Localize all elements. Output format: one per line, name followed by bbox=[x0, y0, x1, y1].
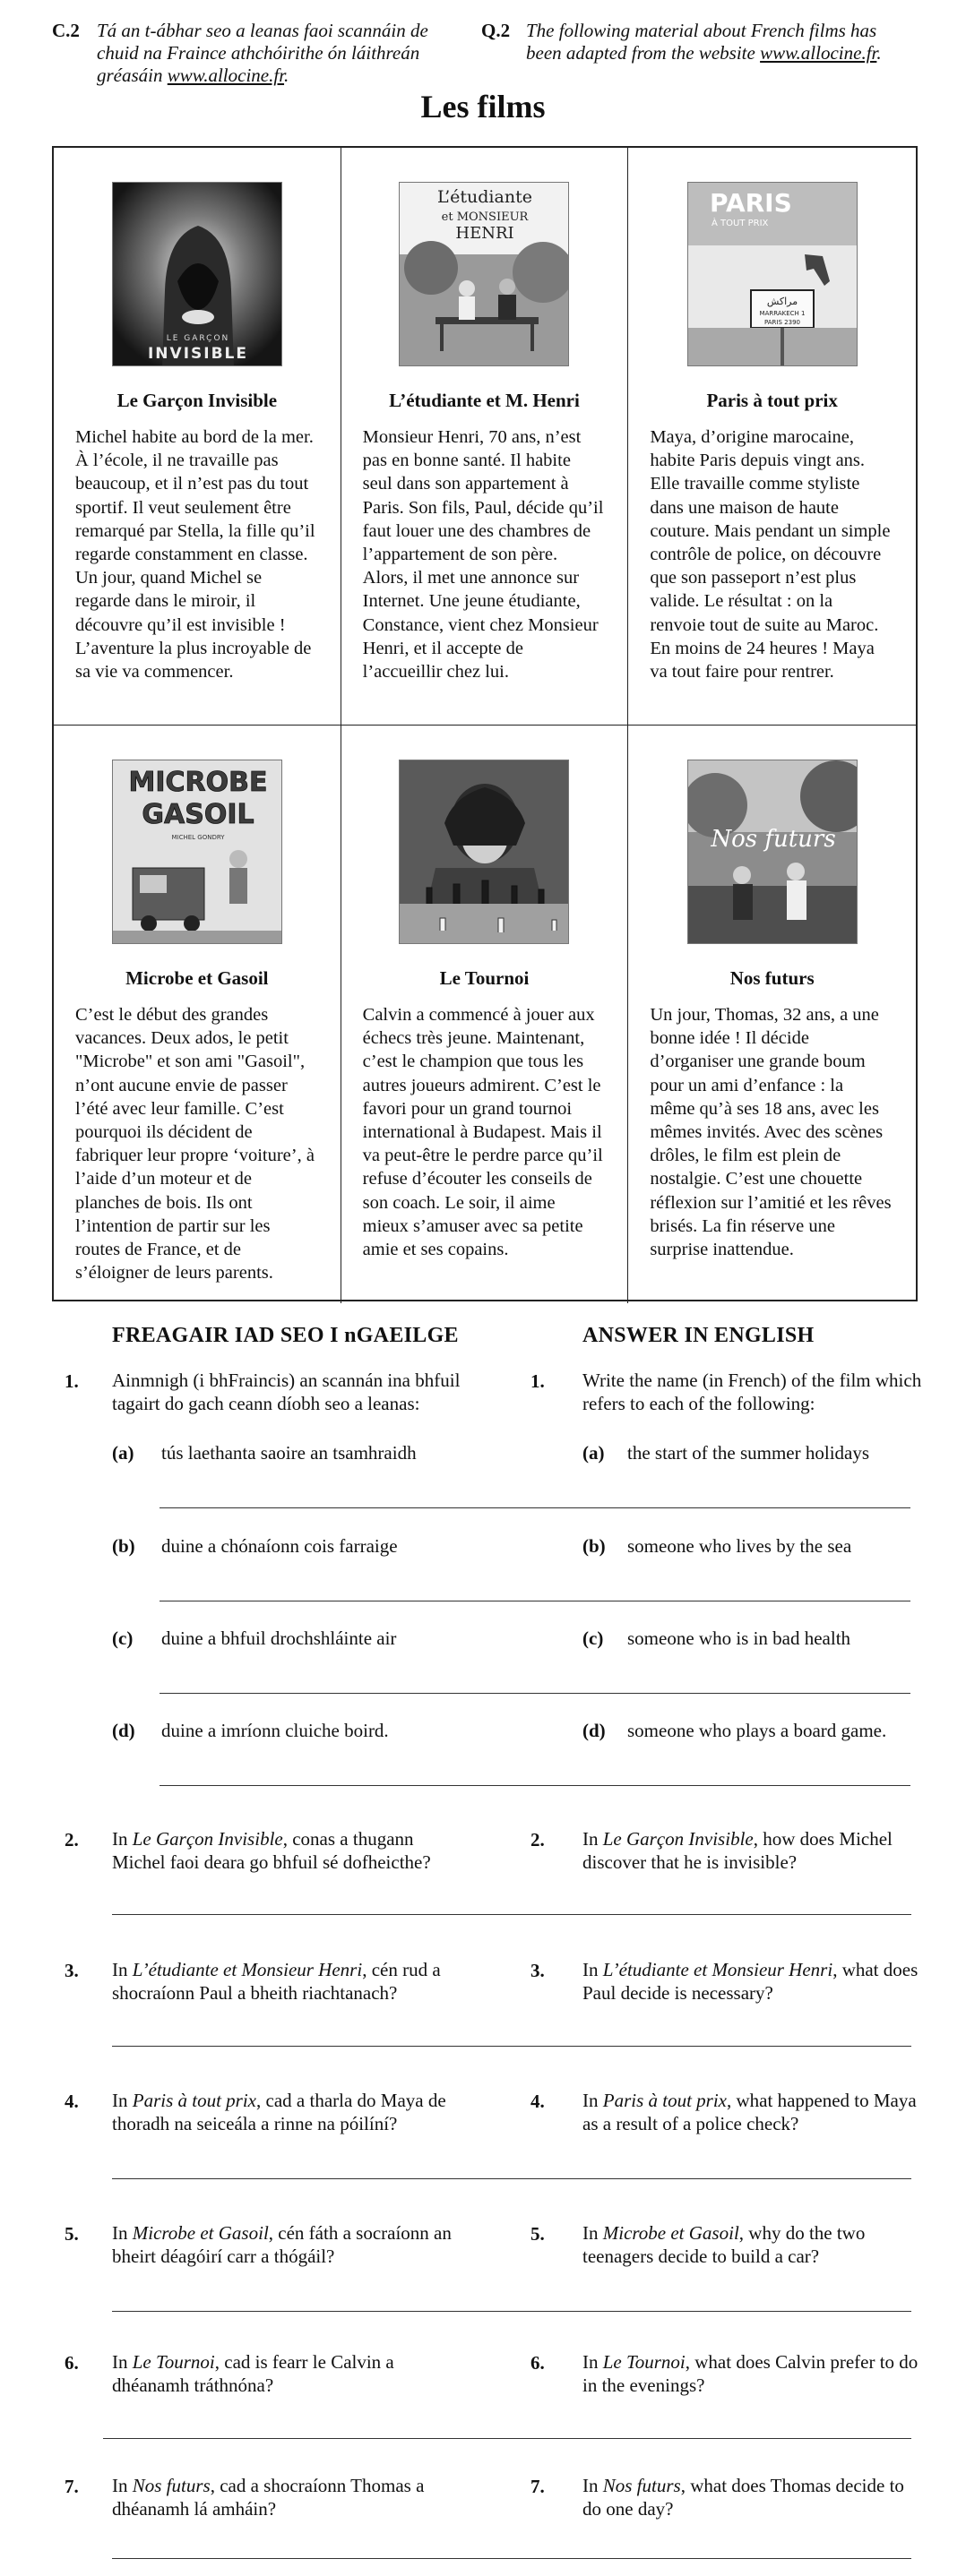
svg-text:LE GARÇON: LE GARÇON bbox=[166, 334, 230, 343]
road-sign-image bbox=[688, 183, 858, 366]
answer-line[interactable] bbox=[112, 2178, 911, 2179]
film-title: Paris à tout prix bbox=[706, 390, 838, 411]
page-title: Les films bbox=[420, 89, 546, 125]
film-title: Le Garçon Invisible bbox=[116, 390, 278, 411]
film-poster bbox=[687, 182, 858, 366]
friends-outdoors-image bbox=[688, 760, 858, 944]
film-description: Michel habite au bord de la mer. À l’école, il ne travaille pas beaucoup, et il n’est pas du tout sportif. Il veut seulement être remarqué par Stella, la fille qu’il regarde constamment en classe. Un jour, quand Michel se regarde dans le miroir, il découvre qu’il est invisible ! L’aventure la plus incroyable de sa vie va commencer. bbox=[75, 427, 315, 683]
question-number: 7. bbox=[65, 2476, 79, 2497]
part-text-english: someone who is in bad health bbox=[627, 1627, 851, 1649]
svg-text:HENRI: HENRI bbox=[455, 224, 515, 243]
question-number: 3. bbox=[530, 1960, 545, 1981]
cartoon-car-image bbox=[113, 760, 282, 944]
part-text-irish: duine a chónaíonn cois farraige bbox=[161, 1535, 398, 1557]
question-number: 4. bbox=[65, 2091, 79, 2112]
hooded-figure-image bbox=[113, 183, 282, 366]
question-text-english: In Nos futurs, what does Thomas decide to do one day? bbox=[582, 2475, 904, 2520]
svg-text:L’étudiante: L’étudiante bbox=[437, 187, 533, 207]
svg-text:MARRAKECH 1: MARRAKECH 1 bbox=[759, 310, 806, 317]
answer-line[interactable] bbox=[112, 1914, 911, 1915]
question-text-english: In L’étudiante et Monsieur Henri, what does Paul decide is necessary? bbox=[582, 1959, 919, 2004]
part-letter: (d) bbox=[112, 1720, 135, 1741]
question-number: 2. bbox=[530, 1829, 545, 1850]
svg-text:مراكش: مراكش bbox=[766, 296, 798, 307]
film-card bbox=[628, 148, 916, 726]
part-text-english: someone who lives by the sea bbox=[627, 1535, 852, 1557]
svg-text:PARIS: PARIS bbox=[709, 188, 792, 218]
question-text-irish: In Le Tournoi, cad is fearr le Calvin a dhéanamh tráthnóna? bbox=[112, 2351, 394, 2396]
film-card bbox=[628, 726, 916, 1303]
answer-line[interactable] bbox=[112, 2311, 911, 2312]
question-text-irish: In L’étudiante et Monsieur Henri, cén rud a shocraíonn Paul a bheith riachtanach? bbox=[112, 1959, 441, 2004]
film-title: Microbe et Gasoil bbox=[125, 967, 269, 989]
film-name: Le Garçon Invisible bbox=[132, 1828, 283, 1850]
part-text-english: the start of the summer holidays bbox=[627, 1442, 870, 1464]
film-name: Le Tournoi bbox=[132, 2351, 215, 2373]
part-text-irish: tús laethanta saoire an tsamhraidh bbox=[161, 1442, 417, 1464]
heading-irish: FREAGAIR IAD SEO I nGAEILGE bbox=[112, 1324, 459, 1347]
film-poster bbox=[399, 760, 569, 944]
question-text-english: In Paris à tout prix, what happened to Maya as a result of a police check? bbox=[582, 2090, 917, 2134]
question-text-english: In Microbe et Gasoil, why do the two teenagers decide to build a car? bbox=[582, 2222, 866, 2267]
svg-text:Nos futurs: Nos futurs bbox=[710, 826, 836, 853]
film-name: Microbe et Gasoil bbox=[132, 2222, 269, 2244]
film-card bbox=[54, 148, 341, 726]
part-text-irish: duine a bhfuil drochshláinte air bbox=[161, 1627, 397, 1649]
question-number: 7. bbox=[530, 2476, 545, 2497]
answer-line[interactable] bbox=[112, 2558, 911, 2559]
film-poster bbox=[112, 760, 282, 944]
question-text-english: Write the name (in French) of the film which refers to each of the following: bbox=[582, 1370, 922, 1414]
film-name: L’étudiante et Monsieur Henri bbox=[602, 1959, 833, 1980]
answer-line[interactable] bbox=[112, 2046, 911, 2047]
question-text-irish: In Paris à tout prix, cad a tharla do Maya de thoradh na seiceála a rinne na póilíní? bbox=[112, 2090, 446, 2134]
question-text-english: In Le Garçon Invisible, how does Michel discover that he is invisible? bbox=[582, 1828, 893, 1873]
film-name: Le Garçon Invisible bbox=[602, 1828, 754, 1850]
question-number: 2. bbox=[65, 1829, 79, 1850]
part-letter: (a) bbox=[582, 1442, 605, 1464]
question-text-irish: Ainmnigh (i bhFraincis) an scannán ina bhfuil tagairt do gach ceann díobh seo a leanas: bbox=[112, 1370, 461, 1414]
source-link[interactable]: www.allocine.fr bbox=[760, 42, 877, 64]
film-card bbox=[54, 726, 341, 1303]
film-name: Paris à tout prix bbox=[602, 2090, 728, 2111]
part-letter: (c) bbox=[112, 1627, 134, 1649]
film-name: Nos futurs bbox=[602, 2475, 681, 2496]
question-text-irish: In Le Garçon Invisible, conas a thugann Michel faoi deara go bhfuil sé dofheicthe? bbox=[112, 1828, 431, 1873]
answer-line[interactable] bbox=[160, 1785, 910, 1786]
intro-text: The following material about French films has been adapted from the website www.allocine.fr. bbox=[526, 20, 882, 64]
film-description: Maya, d’origine marocaine, habite Paris depuis vingt ans. Elle travaille comme styliste dans une maison de haute couture. Mais pendant un simple contrôle de police, on découvre que son passeport n’est plus valide. Le résultat : on la renvoie tout de suite au Maroc. En moins de 24 heures ! Maya va tout faire pour rentrer. bbox=[650, 427, 891, 683]
svg-text:et MONSIEUR: et MONSIEUR bbox=[442, 210, 529, 224]
svg-text:MICROBE: MICROBE bbox=[128, 767, 268, 798]
film-name: Microbe et Gasoil bbox=[602, 2222, 739, 2244]
film-description: Un jour, Thomas, 32 ans, a une bonne idée ! Il décide d’organiser une grande boum pour un ami d’enfance : la même qu’à ses 18 ans, avec les mêmes invités. Avec des scènes drôles, le film est plein de nostalgie. C’est une chouette réflexion sur l’amitié et les rêves brisés. La fin réserve une surprise inattendue. bbox=[650, 1005, 892, 1260]
film-poster bbox=[399, 182, 569, 366]
chess-player-image bbox=[400, 760, 569, 944]
film-name: Paris à tout prix bbox=[132, 2090, 257, 2111]
svg-text:INVISIBLE: INVISIBLE bbox=[147, 345, 248, 363]
film-name: Nos futurs bbox=[132, 2475, 211, 2496]
film-title: L’étudiante et M. Henri bbox=[389, 390, 580, 411]
part-text-english: someone who plays a board game. bbox=[627, 1720, 887, 1741]
part-letter: (b) bbox=[112, 1535, 135, 1557]
part-letter: (c) bbox=[582, 1627, 604, 1649]
question-number: 6. bbox=[530, 2352, 545, 2374]
film-name: L’étudiante et Monsieur Henri bbox=[132, 1959, 363, 1980]
film-title: Le Tournoi bbox=[439, 967, 530, 989]
film-poster bbox=[687, 760, 858, 944]
answer-line[interactable] bbox=[160, 1693, 910, 1694]
question-number: Q.2 bbox=[481, 20, 511, 41]
part-letter: (b) bbox=[582, 1535, 606, 1557]
film-card bbox=[341, 726, 629, 1303]
question-number: 4. bbox=[530, 2091, 545, 2112]
svg-text:À TOUT PRIX: À TOUT PRIX bbox=[711, 219, 769, 228]
question-number: 3. bbox=[65, 1960, 79, 1981]
intro-text: Tá an t-ábhar seo a leanas faoi scannáin de chuid na Fraince athchóirithe ón láithreán gréasáin www.allocine.fr. bbox=[97, 20, 428, 86]
svg-text:MICHEL GONDRY: MICHEL GONDRY bbox=[171, 834, 225, 841]
heading-english: ANSWER IN ENGLISH bbox=[582, 1324, 815, 1347]
film-poster bbox=[112, 182, 282, 366]
question-number: 6. bbox=[65, 2352, 79, 2374]
film-title: Nos futurs bbox=[729, 967, 815, 989]
question-text-irish: In Microbe et Gasoil, cén fáth a socraíonn an bheirt déagóirí carr a thógáil? bbox=[112, 2222, 452, 2267]
answer-line[interactable] bbox=[160, 1507, 910, 1508]
film-description: Monsieur Henri, 70 ans, n’est pas en bonne santé. Il habite seul dans son appartement à Paris. Son fils, Paul, décide qu’il faut louer une des chambres de l’appartement de son père. Alors, il met une annonce sur Internet. Une jeune étudiante, Constance, vient chez Monsieur Henri, et il accepte de l’accueillir chez lui. bbox=[362, 427, 604, 683]
film-card bbox=[341, 148, 629, 726]
question-number: 5. bbox=[65, 2223, 79, 2245]
svg-text:PARIS 2390: PARIS 2390 bbox=[763, 319, 800, 326]
bench-scene-image bbox=[400, 183, 569, 366]
question-number: C.2 bbox=[52, 20, 80, 41]
question-number: 5. bbox=[530, 2223, 545, 2245]
svg-text:GASOIL: GASOIL bbox=[142, 799, 254, 830]
film-name: Le Tournoi bbox=[602, 2351, 686, 2373]
question-text-irish: In Nos futurs, cad a shocraíonn Thomas a dhéanamh lá amháin? bbox=[112, 2475, 425, 2520]
part-letter: (d) bbox=[582, 1720, 606, 1741]
film-description: C’est le début des grandes vacances. Deux ados, le petit "Microbe" et son ami "Gasoil", n’ont aucune envie de passer l’été avec leur famille. C’est pourquoi ils décident de fabriquer leur propre ‘voiture’, à l’aide d’un moteur et de planches de bois. Ils ont l’intention de partir sur les routes de France, et de s’éloigner de leurs parents. bbox=[75, 1005, 315, 1284]
films-grid bbox=[52, 146, 918, 1301]
part-text-irish: duine a imríonn cluiche boird. bbox=[161, 1720, 389, 1741]
question-text-english: In Le Tournoi, what does Calvin prefer to do in the evenings? bbox=[582, 2351, 919, 2396]
part-letter: (a) bbox=[112, 1442, 134, 1464]
question-number: 1. bbox=[530, 1370, 545, 1392]
question-number: 1. bbox=[65, 1370, 79, 1392]
film-description: Calvin a commencé à jouer aux échecs très jeune. Maintenant, c’est le champion que tous les autres joueurs admirent. C’est le favori pour un grand tournoi international à Budapest. Mais il va peut-être le perdre parce qu’il refuse d’écouter les conseils de son coach. Le soir, il aime mieux s’amuser avec sa petite amie et ses copains. bbox=[362, 1005, 603, 1260]
source-link[interactable]: www.allocine.fr bbox=[167, 64, 285, 86]
answer-line[interactable] bbox=[103, 2438, 911, 2439]
